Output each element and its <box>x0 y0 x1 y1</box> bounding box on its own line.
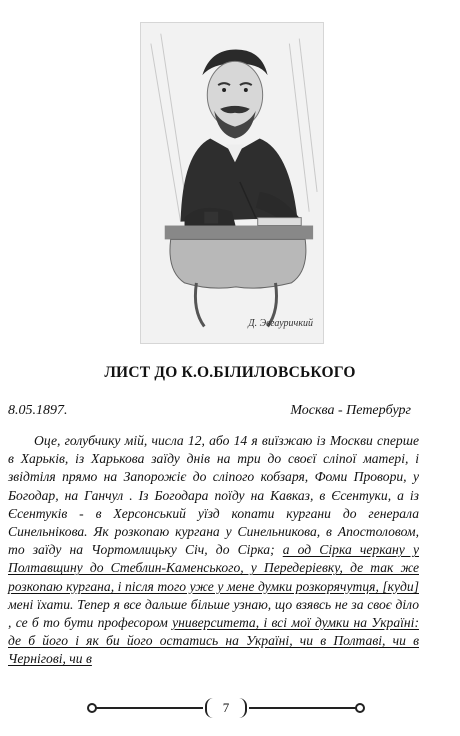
footer-rule-right <box>249 707 357 709</box>
body-text-1: Оце, голубчику мій, числа 12, або 14 я виїзжаю із Москви сперше в Харьків, із Харькова заїду днів на три до своєї сліпої матері, і звідтіля прямо на Запорожіє до сліпого кобзаря, Фоми Провори, у Богодар, на Ганчул . Із Богодара поїду на Кавказ, в Єсентуки, а із Єсентуків - в Херсонський уїзд копати кургани до генерала Синельнікова. Як розкопаю кургана у Синельникова, в Апостоловом, то заїду на Чортомлицьку Січ, до Сірка; <box>8 433 419 558</box>
letter-place: Москва - Петербург <box>290 403 411 418</box>
letter-date: 8.05.1897. <box>8 403 68 418</box>
body-text-2: мені їхати. Тепер я все дальше більше узнаю, що взявсь не за своє діло , се б то бути професором <box>8 596 419 631</box>
body-text-underlined-2: университета, і всі мої думки на Україні: де б його і як би його остатись на Україні, чи в Полтаві, чи в Чернігові, чи в <box>8 615 419 667</box>
page-title: ЛИСТ ДО К.О.БІЛИЛОВСЬКОГО <box>104 364 356 381</box>
letter-body <box>8 432 419 669</box>
portrait-image <box>140 22 324 344</box>
letter-meta <box>8 403 411 419</box>
page-number: 7 <box>222 700 230 715</box>
page-footer <box>95 697 357 719</box>
footer-ornament-right <box>355 703 365 713</box>
portrait-signature: Д. Эвгауричкий <box>248 318 313 329</box>
footer-rule-left <box>95 707 203 709</box>
body-text-underlined-1: а од Сірка черкану у Полтавщину до Стеблин-Каменського, у Передеріевку, де так же розкопаю кургана, і після того уже у мене думки розкорячутця, [куди] <box>8 542 419 594</box>
